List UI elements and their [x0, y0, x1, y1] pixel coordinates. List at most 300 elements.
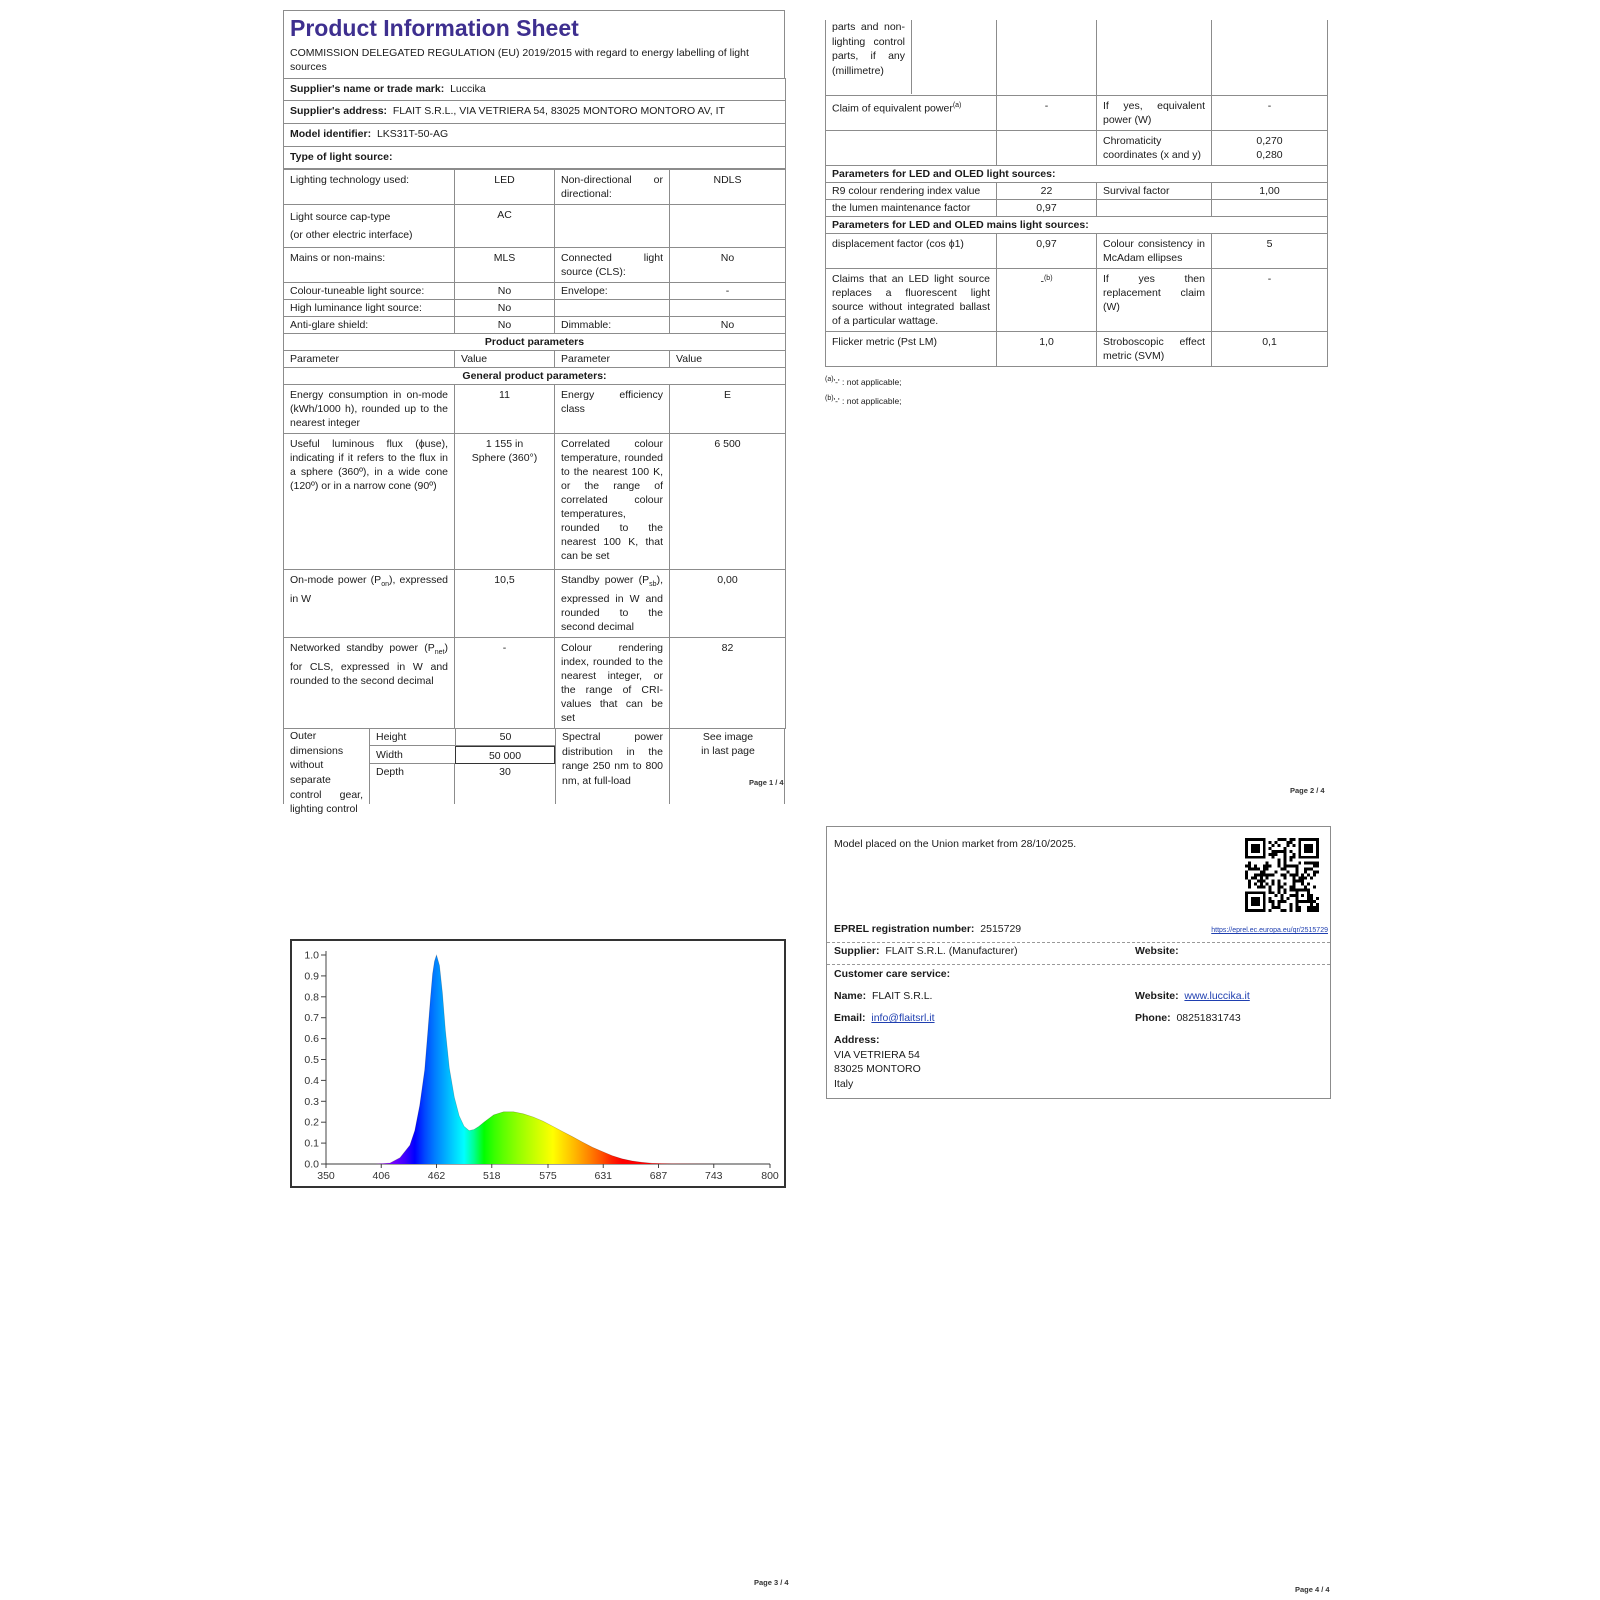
qr-module	[1245, 876, 1248, 879]
qr-module	[1248, 865, 1251, 868]
email-link[interactable]: info@flaitsrl.it	[871, 1012, 935, 1024]
qr-module	[1257, 874, 1260, 877]
energy-consumption-label: Energy consumption in on-mode (kWh/1000 h), rounded up to the nearest integer	[284, 385, 455, 434]
spd-value	[670, 729, 786, 804]
flicker-value: 1,0	[997, 331, 1097, 366]
energy-class-label: Energy efficiency class	[555, 385, 670, 434]
qr-module	[1292, 853, 1295, 856]
spd-label: Spectral power distribution in the range 250 nm to 800 nm, at full-load	[555, 729, 670, 804]
x-tick-label: 575	[539, 1170, 557, 1182]
qr-module	[1289, 859, 1292, 862]
qr-module	[1278, 850, 1281, 853]
on-mode-power-label	[284, 570, 455, 638]
qr-module	[1272, 882, 1275, 885]
networked-standby-label	[284, 638, 455, 729]
page-number-3: Page 3 / 4	[754, 1578, 789, 1587]
footnote-a-text: '-' : not applicable;	[833, 376, 902, 387]
qr-module	[1260, 885, 1263, 888]
qr-module	[1316, 862, 1319, 865]
qr-module	[1272, 844, 1275, 847]
qr-module	[1289, 885, 1292, 888]
x-tick-label: 518	[482, 1170, 501, 1182]
qr-module	[1269, 847, 1272, 850]
qr-module	[1316, 903, 1319, 906]
page-1	[283, 10, 785, 816]
qr-module	[1281, 900, 1284, 903]
cri-label: Colour rendering index, rounded to the nearest integer, or the range of CRI-values that can be set	[555, 638, 670, 729]
qr-module	[1278, 838, 1281, 841]
empty-cell	[1097, 199, 1212, 216]
replacement-claim-value: -	[1212, 268, 1328, 331]
type-of-light-source-label: Type of light source:	[284, 147, 786, 169]
r9-label: R9 colour rendering index value	[826, 182, 997, 199]
qr-module	[1286, 841, 1289, 844]
chromaticity-label: Chromaticity coordinates (x and y)	[1097, 130, 1212, 165]
qr-module	[1313, 871, 1316, 874]
cap-type-label-line-2: (or other electric interface)	[290, 229, 413, 242]
standby-power-label	[555, 570, 670, 638]
website-label: Website:	[1135, 945, 1179, 957]
qr-module	[1310, 894, 1313, 897]
qr-module	[1292, 844, 1295, 847]
anti-glare-label: Anti-glare shield:	[284, 317, 455, 334]
market-date: Model placed on the Union market from 28/10/2025.	[834, 838, 1077, 850]
colour-tuneable-value: No	[455, 283, 555, 300]
qr-module	[1310, 900, 1313, 903]
qr-module	[1283, 865, 1286, 868]
phone-value: 08251831743	[1176, 1012, 1241, 1024]
standby-power-sub: sb	[649, 581, 657, 589]
qr-module	[1266, 874, 1269, 877]
qr-module	[1260, 879, 1263, 882]
eprel-link[interactable]: https://eprel.ec.europa.eu/qr/2515729	[1211, 927, 1328, 934]
sheet-title: Product Information Sheet	[290, 15, 579, 41]
networked-standby-label-b: ) for CLS, expressed in W and rounded to the second decimal	[290, 642, 448, 688]
luminous-flux-label: Useful luminous flux (ϕuse), indicating if it refers to the flux in a sphere (360º), in a wide cone (120º) or in a narrow cone (90º)	[284, 434, 455, 570]
equiv-power-claim-label	[826, 95, 997, 130]
qr-module	[1295, 906, 1298, 909]
qr-finder	[1304, 844, 1313, 853]
col-header-parameter: Parameter	[284, 351, 455, 368]
qr-align	[1301, 894, 1304, 897]
equiv-power-claim-text: Claim of equivalent power	[832, 102, 953, 114]
qr-module	[1248, 862, 1251, 865]
qr-module	[1298, 909, 1301, 912]
envelope-label: Envelope:	[555, 283, 670, 300]
qr-module	[1310, 862, 1313, 865]
y-tick-label: 0.6	[304, 1033, 319, 1046]
colour-tuneable-label: Colour-tuneable light source:	[284, 283, 455, 300]
page-1-header	[283, 10, 785, 78]
qr-module	[1269, 853, 1272, 856]
directional-value: NDLS	[670, 170, 786, 205]
spectral-chart-frame	[290, 939, 786, 1188]
qr-module	[1295, 871, 1298, 874]
qr-module	[1316, 906, 1319, 909]
qr-module	[1281, 897, 1284, 900]
qr-module	[1289, 894, 1292, 897]
name-label: Name:	[834, 990, 867, 1002]
page-number-1: Page 1 / 4	[749, 778, 784, 787]
empty-cell	[826, 130, 997, 165]
qr-module	[1310, 897, 1313, 900]
qr-module	[1272, 906, 1275, 909]
qr-module	[1289, 838, 1292, 841]
qr-module	[1269, 885, 1272, 888]
qr-module	[1263, 874, 1266, 877]
qr-module	[1260, 871, 1263, 874]
supplier-address: FLAIT S.R.L., VIA VETRIERA 54, 83025 MONTORO MONTORO AV, IT	[392, 105, 725, 118]
cri-value: 82	[670, 638, 786, 729]
qr-module	[1281, 894, 1284, 897]
empty-cell	[555, 300, 670, 317]
website-link[interactable]: www.luccika.it	[1184, 990, 1250, 1002]
qr-module	[1281, 874, 1284, 877]
energy-class-value: E	[670, 385, 786, 434]
qr-module	[1257, 868, 1260, 871]
qr-module	[1269, 897, 1272, 900]
qr-module	[1269, 874, 1272, 877]
qr-module	[1292, 885, 1295, 888]
y-tick-label: 0.0	[304, 1158, 319, 1171]
col-header-value: Value	[455, 351, 555, 368]
qr-module	[1295, 868, 1298, 871]
qr-module	[1263, 865, 1266, 868]
qr-code	[1245, 838, 1319, 912]
cct-value: 6 500	[670, 434, 786, 570]
qr-module	[1313, 862, 1316, 865]
lumen-maintenance-label: the lumen maintenance factor	[826, 199, 997, 216]
qr-module	[1283, 847, 1286, 850]
qr-module	[1283, 853, 1286, 856]
qr-module	[1245, 871, 1248, 874]
qr-module	[1316, 871, 1319, 874]
qr-module	[1278, 844, 1281, 847]
qr-module	[1289, 906, 1292, 909]
qr-module	[1278, 882, 1281, 885]
footnote-a-sup: (a)	[825, 375, 834, 383]
cct-label: Correlated colour temperature, rounded to the nearest 100 K, or the range of correlated colour temperatures, rounded to the nearest 100 K, that can be set	[555, 434, 670, 570]
qr-module	[1266, 882, 1269, 885]
qr-module	[1295, 879, 1298, 882]
qr-finder	[1251, 844, 1260, 853]
qr-module	[1292, 888, 1295, 891]
qr-module	[1310, 868, 1313, 871]
website2-label: Website:	[1135, 990, 1179, 1002]
qr-module	[1298, 862, 1301, 865]
height-label: Height	[370, 729, 455, 746]
qr-module	[1266, 862, 1269, 865]
qr-module	[1310, 876, 1313, 879]
qr-module	[1310, 906, 1313, 909]
y-tick-label: 0.9	[304, 970, 319, 983]
qr-module	[1263, 885, 1266, 888]
qr-module	[1292, 876, 1295, 879]
supplier-label: Supplier:	[834, 945, 880, 957]
page-2	[825, 20, 1327, 410]
qr-module	[1313, 909, 1316, 912]
qr-module	[1283, 874, 1286, 877]
footnote-b-text: '-' : not applicable;	[833, 396, 902, 407]
qr-module	[1283, 868, 1286, 871]
qr-module	[1289, 841, 1292, 844]
width-label: Width	[370, 746, 455, 764]
width-value: 50 000	[455, 746, 555, 764]
energy-consumption-value: 11	[455, 385, 555, 434]
qr-module	[1272, 903, 1275, 906]
qr-module	[1281, 868, 1284, 871]
qr-module	[1254, 882, 1257, 885]
qr-module	[1283, 900, 1286, 903]
outer-dimensions-label: Outer dimensions without separate control gear, lighting control	[284, 729, 370, 804]
model-label: Model identifier:	[290, 128, 372, 141]
qr-module	[1283, 882, 1286, 885]
qr-module	[1278, 865, 1281, 868]
chromaticity-value	[1212, 130, 1328, 165]
qr-module	[1254, 874, 1257, 877]
divider	[827, 942, 1330, 943]
fluorescent-claim-sup: (b)	[1043, 274, 1053, 282]
supplier-row	[834, 944, 1323, 958]
qr-module	[1248, 882, 1251, 885]
survival-value: 1,00	[1212, 182, 1328, 199]
qr-module	[1283, 859, 1286, 862]
qr-module	[1251, 876, 1254, 879]
qr-module	[1307, 868, 1310, 871]
qr-module	[1278, 859, 1281, 862]
qr-module	[1260, 876, 1263, 879]
qr-module	[1307, 862, 1310, 865]
x-tick-label: 743	[704, 1170, 723, 1182]
depth-label: Depth	[370, 764, 455, 804]
x-tick-label: 631	[594, 1170, 613, 1182]
qr-module	[1283, 909, 1286, 912]
flicker-label: Flicker metric (Pst LM)	[826, 331, 997, 366]
luminous-flux-value	[455, 434, 555, 570]
networked-standby-value: -	[455, 638, 555, 729]
qr-module	[1289, 865, 1292, 868]
empty-cell	[555, 205, 670, 248]
qr-module	[1278, 885, 1281, 888]
y-tick-label: 0.7	[304, 1012, 319, 1025]
col-header-value: Value	[670, 351, 786, 368]
qr-module	[1278, 906, 1281, 909]
dimmable-value: No	[670, 317, 786, 334]
qr-module	[1283, 876, 1286, 879]
address-line-2: 83025 MONTORO	[834, 1063, 921, 1076]
y-tick-label: 0.1	[304, 1137, 319, 1150]
qr-module	[1298, 876, 1301, 879]
qr-module	[1272, 850, 1275, 853]
height-value: 50	[455, 729, 555, 746]
qr-module	[1275, 906, 1278, 909]
standby-power-value: 0,00	[670, 570, 786, 638]
qr-module	[1272, 879, 1275, 882]
market-info-card	[826, 826, 1331, 1099]
on-mode-power-label-a: On-mode power (P	[290, 574, 382, 587]
customer-care-label: Customer care service:	[834, 968, 951, 980]
supplier-address-label: Supplier's address:	[290, 105, 388, 118]
cap-type-label	[284, 205, 455, 248]
qr-module	[1272, 874, 1275, 877]
empty-cell	[1212, 199, 1328, 216]
qr-module	[1304, 871, 1307, 874]
qr-module	[1289, 903, 1292, 906]
qr-module	[1283, 888, 1286, 891]
qr-module	[1283, 862, 1286, 865]
y-tick-label: 0.5	[304, 1054, 319, 1066]
led-params-heading: Parameters for LED and OLED light sources:	[826, 165, 1328, 182]
qr-module	[1263, 879, 1266, 882]
x-tick-label: 462	[427, 1170, 446, 1182]
anti-glare-value: No	[455, 317, 555, 334]
replacement-claim-label: If yes then replacement claim (W)	[1097, 268, 1212, 331]
networked-standby-sub: net	[434, 649, 445, 657]
displacement-value: 0,97	[997, 233, 1097, 268]
qr-module	[1298, 879, 1301, 882]
lumen-maintenance-value: 0,97	[997, 199, 1097, 216]
qr-module	[1269, 841, 1272, 844]
qr-module	[1313, 885, 1316, 888]
mains-params-heading: Parameters for LED and OLED mains light sources:	[826, 216, 1328, 233]
empty-cell	[670, 300, 786, 317]
qr-module	[1272, 900, 1275, 903]
qr-module	[1269, 891, 1272, 894]
qr-module	[1278, 903, 1281, 906]
qr-module	[1278, 862, 1281, 865]
lighting-tech-label: Lighting technology used:	[284, 170, 455, 205]
qr-module	[1292, 874, 1295, 877]
fluorescent-claim-value	[997, 268, 1097, 331]
col-header-parameter: Parameter	[555, 351, 670, 368]
footnote-b-sup: (b)	[825, 395, 834, 403]
qr-module	[1304, 862, 1307, 865]
address-line-1: VIA VETRIERA 54	[834, 1048, 920, 1061]
qr-module	[1281, 885, 1284, 888]
qr-module	[1283, 891, 1286, 894]
stroboscopic-label: Stroboscopic effect metric (SVM)	[1097, 331, 1212, 366]
displacement-label: displacement factor (cos ϕ1)	[826, 233, 997, 268]
qr-module	[1269, 909, 1272, 912]
email-row	[834, 1011, 1323, 1025]
r9-value: 22	[997, 182, 1097, 199]
qr-module	[1254, 865, 1257, 868]
qr-module	[1301, 882, 1304, 885]
dimensions-block	[283, 729, 785, 816]
qr-module	[1316, 909, 1319, 912]
on-mode-power-label-b: ), expressed in W	[290, 574, 448, 606]
qr-module	[1292, 838, 1295, 841]
supplier-table	[283, 78, 786, 169]
address-label: Address:	[834, 1034, 880, 1046]
spd-value-line-1: See image	[702, 731, 754, 744]
qr-module	[1272, 856, 1275, 859]
qr-module	[1286, 865, 1289, 868]
qr-module	[1257, 879, 1260, 882]
x-tick-label: 687	[649, 1170, 668, 1182]
qr-module	[1301, 874, 1304, 877]
high-luminance-value: No	[455, 300, 555, 317]
qr-module	[1245, 865, 1248, 868]
qr-module	[1248, 879, 1251, 882]
qr-module	[1289, 850, 1292, 853]
qr-module	[1254, 876, 1257, 879]
directional-label: Non-directional or directional:	[555, 170, 670, 205]
qr-module	[1307, 882, 1310, 885]
dimmable-label: Dimmable:	[555, 317, 670, 334]
networked-standby-label-a: Networked standby power (P	[290, 642, 435, 655]
y-tick-label: 1.0	[304, 949, 319, 962]
qr-module	[1248, 885, 1251, 888]
qr-module	[1292, 894, 1295, 897]
mains-value: MLS	[455, 248, 555, 283]
parts-label: parts and non-lighting control parts, if any (millimetre)	[826, 20, 912, 94]
qr-module	[1295, 903, 1298, 906]
qr-module	[1313, 865, 1316, 868]
equiv-power-claim-value: -	[997, 95, 1097, 130]
x-tick-label: 406	[372, 1170, 391, 1182]
name-value: FLAIT S.R.L.	[871, 990, 933, 1002]
page-number-2: Page 2 / 4	[1290, 786, 1325, 795]
empty-cell	[1097, 20, 1212, 95]
qr-module	[1254, 868, 1257, 871]
survival-label: Survival factor	[1097, 182, 1212, 199]
page-number-4: Page 4 / 4	[1295, 1585, 1330, 1594]
qr-module	[1313, 874, 1316, 877]
eprel-number: 2515729	[980, 923, 1022, 935]
qr-module	[1263, 868, 1266, 871]
divider	[827, 964, 1330, 965]
qr-module	[1266, 876, 1269, 879]
qr-module	[1286, 897, 1289, 900]
qr-module	[1245, 874, 1248, 877]
qr-module	[1307, 909, 1310, 912]
qr-module	[1313, 906, 1316, 909]
qr-module	[1310, 909, 1313, 912]
parts-cell	[826, 20, 997, 95]
cls-label: Connected light source (CLS):	[555, 248, 670, 283]
qr-module	[1266, 865, 1269, 868]
supplier-name: Luccika	[450, 83, 486, 96]
qr-module	[1295, 909, 1298, 912]
qr-module	[1263, 871, 1266, 874]
y-tick-label: 0.2	[304, 1116, 319, 1129]
address-line-3: Italy	[834, 1077, 854, 1090]
general-params-heading: General product parameters:	[284, 368, 786, 385]
luminous-flux-value-line-2: Sphere (360°)	[471, 452, 538, 465]
qr-module	[1269, 900, 1272, 903]
equiv-power-value: -	[1212, 95, 1328, 130]
x-tick-label: 350	[317, 1170, 335, 1182]
qr-module	[1289, 888, 1292, 891]
qr-module	[1281, 838, 1284, 841]
qr-module	[1304, 868, 1307, 871]
qr-module	[1301, 876, 1304, 879]
empty-cell	[1212, 20, 1328, 95]
qr-module	[1286, 844, 1289, 847]
cap-type-label-line-1: Light source cap-type	[290, 211, 391, 224]
envelope-value: -	[670, 283, 786, 300]
luminous-flux-value-line-1: 1 155 in	[485, 438, 524, 451]
empty-cell	[997, 130, 1097, 165]
cap-type-value: AC	[455, 205, 555, 248]
footnote-a	[825, 371, 1327, 391]
qr-module	[1292, 879, 1295, 882]
qr-module	[1289, 874, 1292, 877]
supplier-value: FLAIT S.R.L. (Manufacturer)	[885, 945, 1018, 957]
qr-module	[1260, 882, 1263, 885]
qr-module	[1289, 909, 1292, 912]
